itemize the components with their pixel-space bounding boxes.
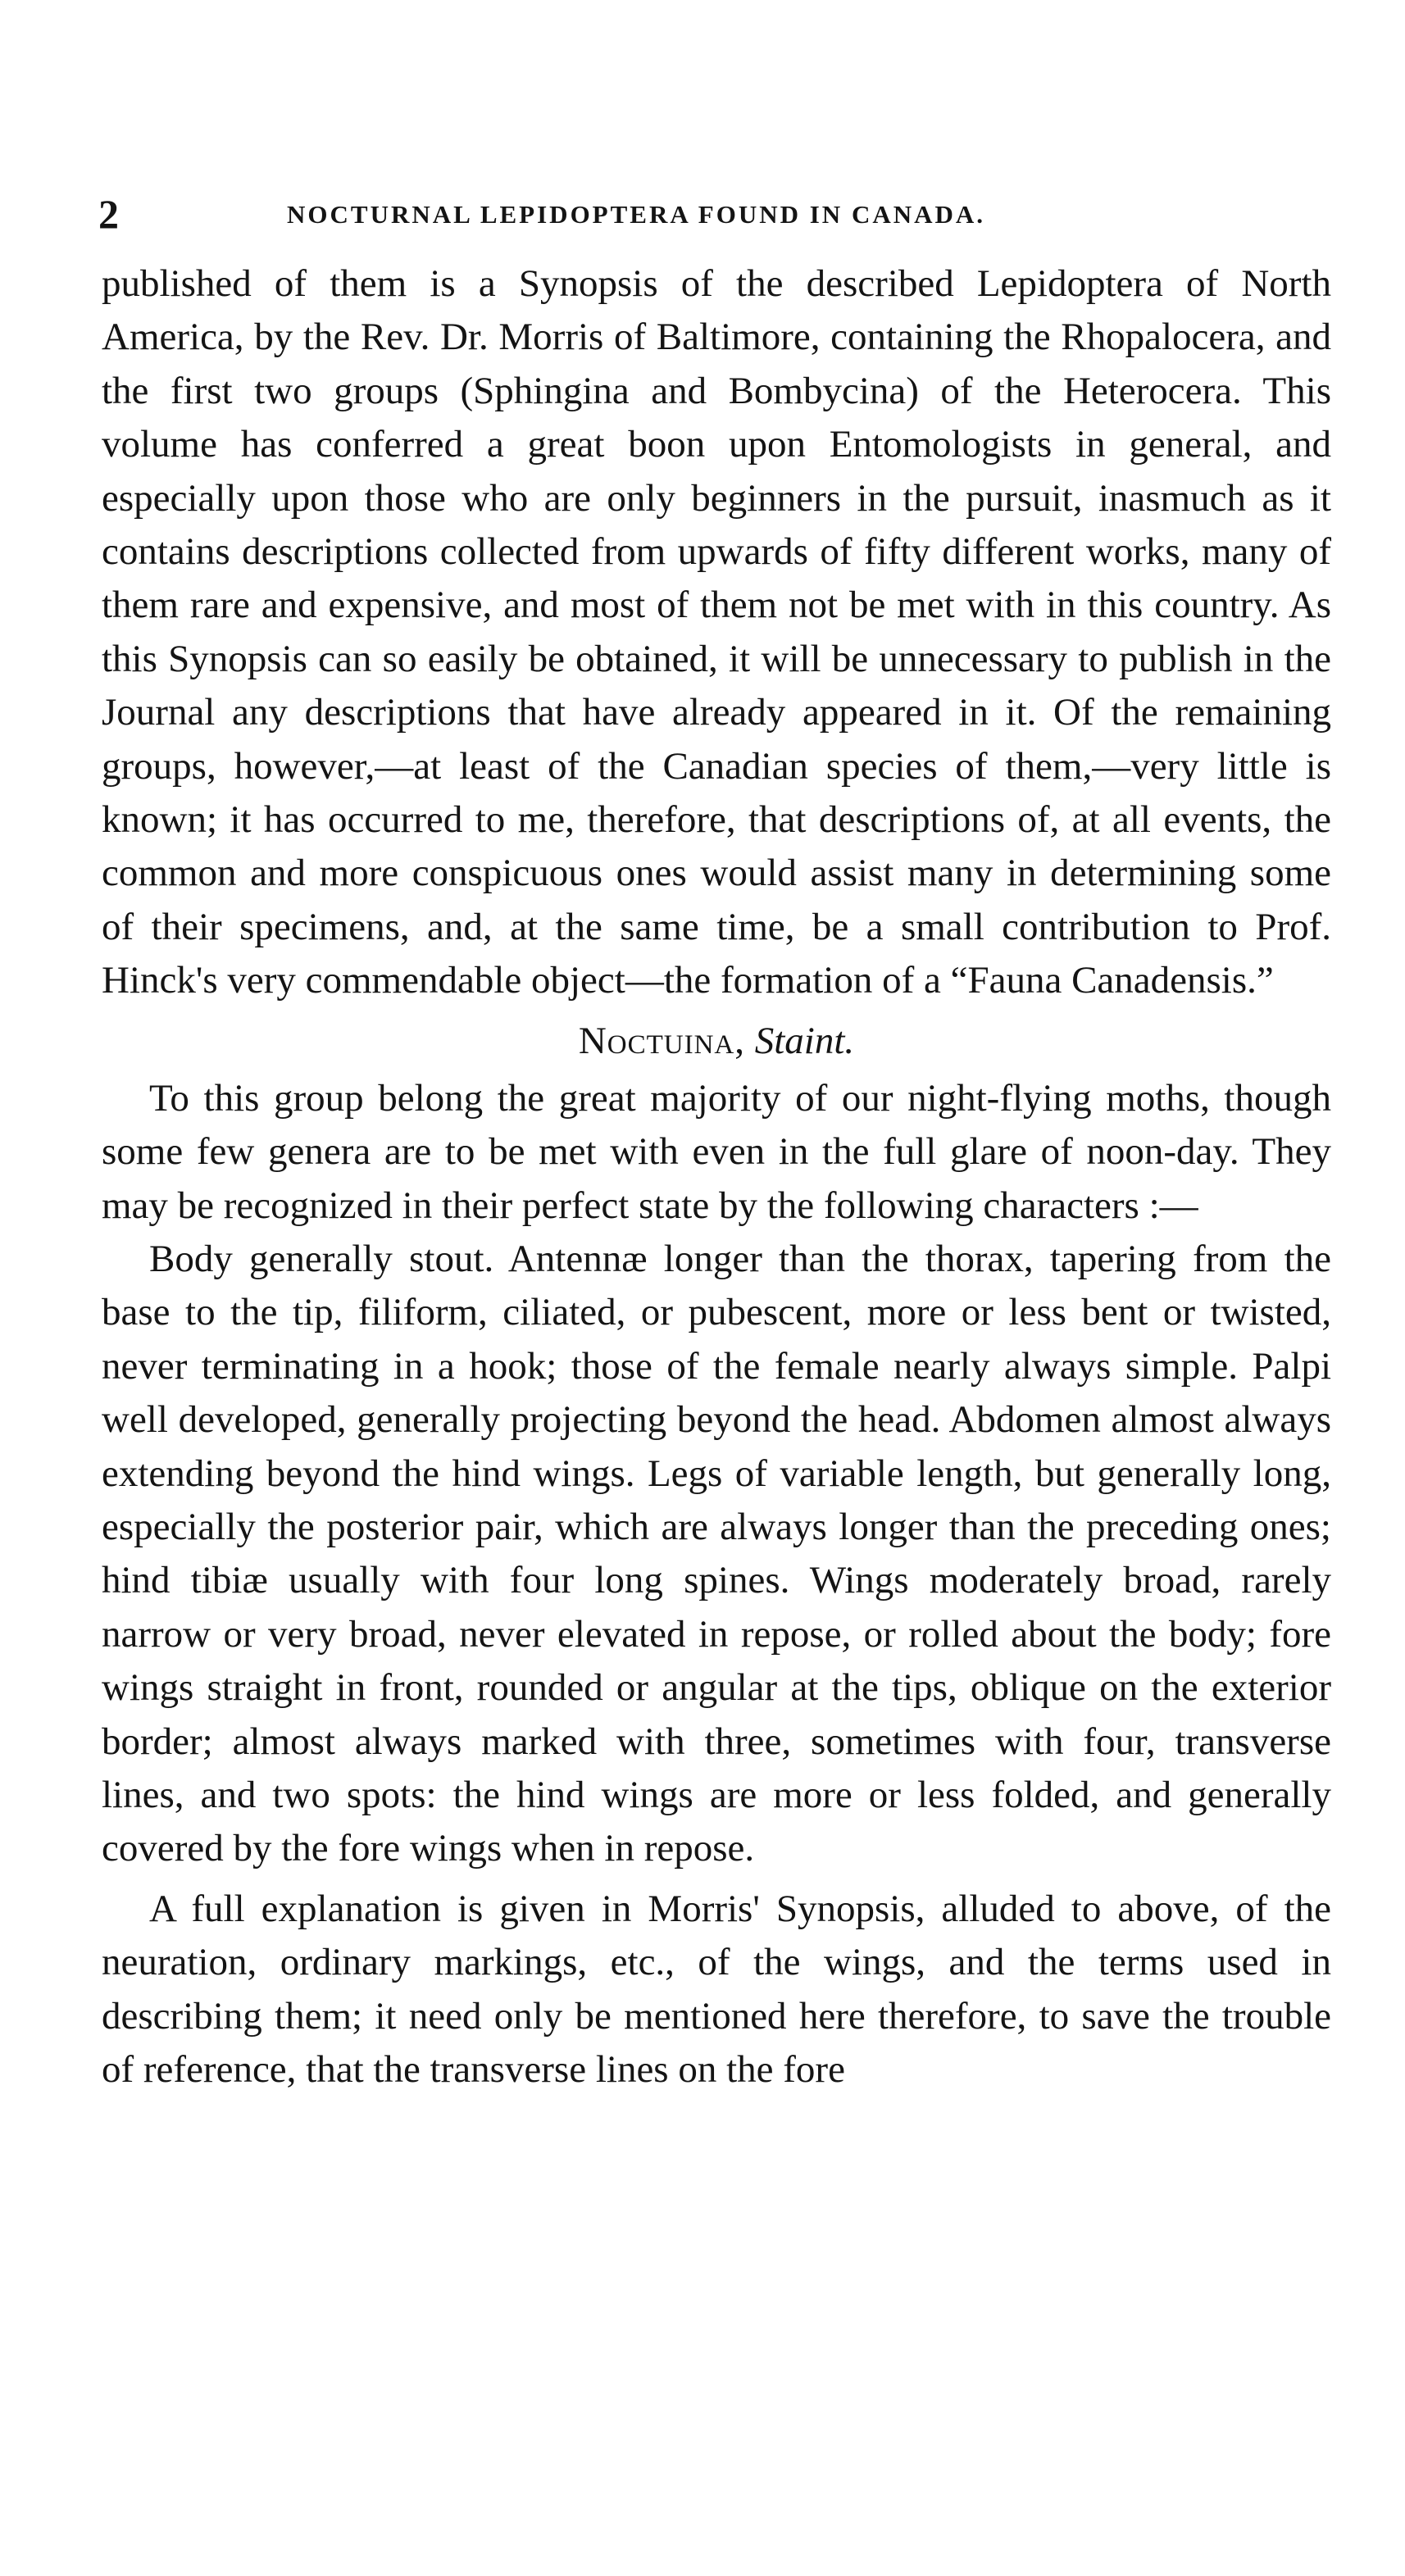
page-header (98, 185, 1336, 243)
body-text (102, 257, 1331, 2097)
paragraph-characters: Body generally stout. Antennæ longer than the thorax, tapering from the base to the tip, filiform, ciliated, or pubescent, more or less bent or twisted, never terminating in a hook; those of the female nearly always simple. Palpi well developed, generally projecting beyond the head. Abdomen almost always extending beyond the hind wings. Legs of variable length, but generally long, especially the posterior pair, which are always longer than the preceding ones; hind tibiæ usually with four long spines. Wings moderately broad, rarely narrow or very broad, never elevated in repose, or rolled about the body; fore wings straight in front, rounded or angular at the tips, oblique on the exterior border; almost always marked with three, sometimes with four, transverse lines, and two spots: the hind wings are more or less folded, and generally covered by the fore wings when in repose. (102, 1237, 1331, 1870)
paragraph-explanation: A full explanation is given in Morris' Synopsis, alluded to above, of the neuration, ordinary markings, etc., of the wings, and the terms used in describing them; it need only be mentioned here therefore, to save the trouble of reference, that the transverse lines on the fore (102, 1887, 1331, 2091)
section-heading-name: Noctuina, (578, 1019, 745, 1062)
running-head: NOCTURNAL LEPIDOPTERA FOUND IN CANADA. (287, 200, 986, 229)
paragraph-group-description: To this group belong the great majority of our night-flying moths, though some few genera are to be met with even in the full glare of noon-day. They may be recognized in their perfect state by the following characters :— (102, 1076, 1331, 1227)
page-number: 2 (98, 191, 119, 237)
paragraph-intro: published of them is a Synopsis of the described Lepidoptera of North America, by the Rev. Dr. Morris of Baltimore, containing the Rhopalocera, and the first two groups (Sphingina and Bombycina) of the Heterocera. This volume has conferred a great boon upon Entomologists in general, and especially upon those who are only beginners in the pursuit, inasmuch as it contains descriptions collected from upwards of fifty different works, many of them rare and expensive, and most of them not be met with in this country. As this Synopsis can so easily be obtained, it will be unnecessary to publish in the Journal any descriptions that have already appeared in it. Of the remaining groups, however,—at least of the Canadian species of them,—very little is known; it has occurred to me, therefore, that descriptions of, at all events, the common and more conspicuous ones would assist many in determining some of their specimens, and, at the same time, be a small contribution to Prof. Hinck's very commendable object—the formation of a “Fauna Canadensis.” (102, 262, 1331, 1002)
section-heading (102, 1013, 1331, 1069)
section-heading-author: Staint. (754, 1019, 855, 1062)
